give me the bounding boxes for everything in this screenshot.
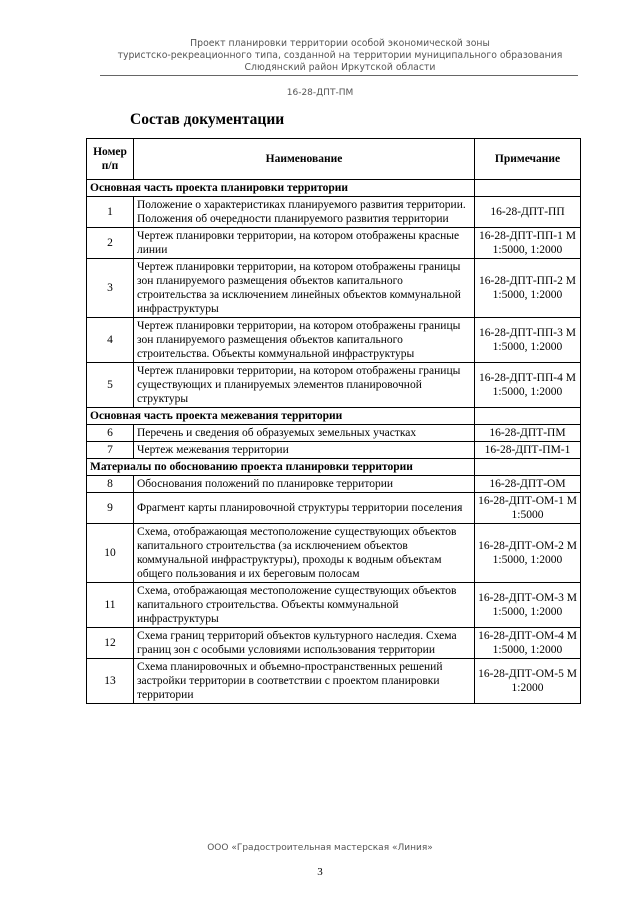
row-note: 16-28-ДПТ-ОМ-2 М 1:5000, 1:2000 [475, 524, 581, 583]
section-note-cell [475, 180, 581, 197]
header-line-1: Проект планировки территории особой экономической зоны [190, 38, 490, 49]
document-code: 16-28-ДПТ-ПМ [286, 88, 354, 98]
footer-company: ООО «Градостроительная мастерская «Линия» [207, 843, 433, 853]
table-row [87, 442, 581, 459]
row-number: 6 [87, 425, 134, 442]
row-note: 16-28-ДПТ-ОМ-4 М 1:5000, 1:2000 [475, 628, 581, 659]
row-number: 12 [87, 628, 134, 659]
section-row [87, 408, 581, 425]
row-number: 3 [87, 259, 134, 318]
row-number: 7 [87, 442, 134, 459]
section-title: Основная часть проекта межевания территории [87, 408, 475, 425]
row-name: Чертеж планировки территории, на котором отображены границы зон планируемого размещения объектов капитального строительства. Объекты коммунальной инфраструктуры [134, 318, 475, 363]
header-line-2: туристско-рекреационного типа, созданной на территории муниципального образования [117, 50, 563, 61]
row-name: Чертеж планировки территории, на котором отображены красные линии [134, 228, 475, 259]
row-name: Положение о характеристиках планируемого развития территории. Положения об очередности планируемого развития территории [134, 197, 475, 228]
table-row [87, 659, 581, 704]
row-number: 10 [87, 524, 134, 583]
row-note: 16-28-ДПТ-ПМ [475, 425, 581, 442]
table-row [87, 228, 581, 259]
table-row [87, 318, 581, 363]
table-row [87, 476, 581, 493]
row-name: Схема планировочных и объемно-пространственных решений застройки территории в соответствии с проектом планировки территории [134, 659, 475, 704]
row-number: 4 [87, 318, 134, 363]
table-row [87, 628, 581, 659]
row-note: 16-28-ДПТ-ОМ-3 М 1:5000, 1:2000 [475, 583, 581, 628]
row-number: 2 [87, 228, 134, 259]
documentation-table [86, 138, 581, 704]
row-name: Перечень и сведения об образуемых земельных участках [134, 425, 475, 442]
row-note: 16-28-ДПТ-ПП [475, 197, 581, 228]
row-name: Схема, отображающая местоположение существующих объектов капитального строительства. Объекты коммунальной инфраструктуры [134, 583, 475, 628]
table-row [87, 197, 581, 228]
page-number: 3 [317, 866, 323, 878]
table-row [87, 524, 581, 583]
row-number: 11 [87, 583, 134, 628]
row-name: Чертеж межевания территории [134, 442, 475, 459]
section-note-cell [475, 408, 581, 425]
row-number: 9 [87, 493, 134, 524]
row-name: Чертеж планировки территории, на котором отображены границы существующих и планируемых элементов планировочной структуры [134, 363, 475, 408]
table-row [87, 583, 581, 628]
section-row [87, 459, 581, 476]
column-header-number: Номер п/п [87, 139, 134, 180]
table-header-row [87, 139, 581, 180]
header-line-3: Слюдянский район Иркутской области [244, 62, 436, 73]
section-title: Материалы по обоснованию проекта планировки территории [87, 459, 475, 476]
row-name: Схема границ территорий объектов культурного наследия. Схема границ зон с особыми условиями использования территории [134, 628, 475, 659]
row-number: 1 [87, 197, 134, 228]
row-note: 16-28-ДПТ-ПП-1 М 1:5000, 1:2000 [475, 228, 581, 259]
row-note: 16-28-ДПТ-ОМ [475, 476, 581, 493]
row-name: Фрагмент карты планировочной структуры территории поселения [134, 493, 475, 524]
column-header-name: Наименование [134, 139, 475, 180]
section-title: Основная часть проекта планировки территории [87, 180, 475, 197]
table-row [87, 493, 581, 524]
row-note: 16-28-ДПТ-ПП-3 М 1:5000, 1:2000 [475, 318, 581, 363]
table-row [87, 363, 581, 408]
section-row [87, 180, 581, 197]
table-body [87, 180, 581, 704]
header-divider [100, 75, 578, 76]
row-note: 16-28-ДПТ-ПП-4 М 1:5000, 1:2000 [475, 363, 581, 408]
row-note: 16-28-ДПТ-ПП-2 М 1:5000, 1:2000 [475, 259, 581, 318]
row-name: Обоснования положений по планировке территории [134, 476, 475, 493]
row-number: 13 [87, 659, 134, 704]
row-note: 16-28-ДПТ-ОМ-5 М 1:2000 [475, 659, 581, 704]
column-header-note: Примечание [475, 139, 581, 180]
row-note: 16-28-ДПТ-ПМ-1 [475, 442, 581, 459]
page-title: Состав документации [130, 111, 285, 128]
row-number: 5 [87, 363, 134, 408]
table-row [87, 259, 581, 318]
table-row [87, 425, 581, 442]
row-number: 8 [87, 476, 134, 493]
row-name: Чертеж планировки территории, на котором отображены границы зон планируемого размещения объектов капитального строительства за исключением линейных объектов коммунальной инфраструктуры [134, 259, 475, 318]
section-note-cell [475, 459, 581, 476]
row-note: 16-28-ДПТ-ОМ-1 М 1:5000 [475, 493, 581, 524]
row-name: Схема, отображающая местоположение существующих объектов капитального строительства (за исключением объектов коммунальной инфраструктуры), проходы к водным объектам общего пользования и их береговым полосам [134, 524, 475, 583]
